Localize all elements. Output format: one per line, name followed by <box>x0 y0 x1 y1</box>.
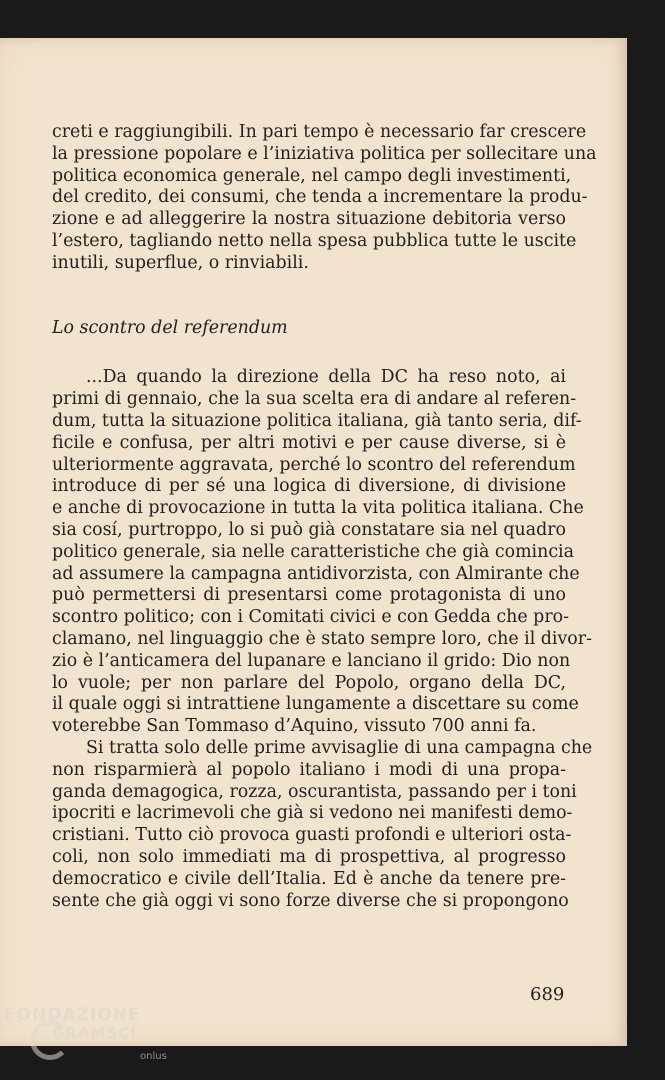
text-line: politica economica generale, nel campo degli investimenti, <box>52 165 572 186</box>
text-line: e anche di provocazione in tutta la vita politica italiana. Che <box>52 498 584 519</box>
text-line: ...Da quando la direzione della DC ha reso noto, ai <box>86 367 566 388</box>
text-line: democratico e civile dell’Italia. Ed è anche da tenere pre- <box>52 868 566 889</box>
text-line: ipocriti e lacrimevoli che già si vedono nei manifesti demo- <box>52 803 573 824</box>
gramsci-logo-icon <box>30 1020 70 1060</box>
text-line: ad assumere la campagna antidivorzista, con Almirante che <box>52 563 580 584</box>
section-heading: Lo scontro del referendum <box>52 317 288 338</box>
text-line: ulteriormente aggravata, perché lo scontro del referendum <box>52 454 576 475</box>
text-line: sente che già oggi vi sono forze diverse che si propongono <box>52 890 569 911</box>
fondazione-gramsci-watermark <box>4 1005 174 1062</box>
watermark-line-2: GRAMSCI <box>52 1024 137 1042</box>
watermark-line-1: FONDAZIONE <box>4 1005 141 1025</box>
text-line: voterebbe San Tommaso d’Aquino, vissuto 700 anni fa. <box>52 716 537 737</box>
paragraph-1 <box>52 122 597 275</box>
watermark-suffix: onlus <box>140 1051 167 1062</box>
text-line: scontro politico; con i Comitati civici e con Gedda che pro- <box>52 607 569 628</box>
text-line: ganda demagogica, rozza, oscurantista, passando per i toni <box>52 781 577 802</box>
book-page <box>0 38 627 1046</box>
text-line: dum, tutta la situazione politica italiana, già tanto seria, dif- <box>52 410 582 431</box>
text-line: sia cosí, purtroppo, lo si può già constatare sia nel quadro <box>52 519 566 540</box>
text-line: politico generale, sia nelle caratteristiche che già comincia <box>52 541 574 562</box>
page-number: 689 <box>530 984 565 1005</box>
text-line: clamano, nel linguaggio che è stato sempre loro, che il divor- <box>52 628 592 649</box>
text-line: zione e ad alleggerire la nostra situazione debitoria verso <box>52 209 566 230</box>
text-line: zio è l’anticamera del lupanare e lanciano il grido: Dio non <box>52 650 571 671</box>
text-line: introduce di per sé una logica di diversione, di divisione <box>52 476 566 497</box>
text-line: il quale oggi si intrattiene lungamente a discettare su come <box>52 694 579 715</box>
text-line: coli, non solo immediati ma di prospettiva, al progresso <box>52 846 566 867</box>
text-line: lo vuole; per non parlare del Popolo, organo della DC, <box>52 672 566 693</box>
text-line: primi di gennaio, che la sua scelta era di andare al referen- <box>52 389 577 410</box>
text-line: può permettersi di presentarsi come protagonista di uno <box>52 585 566 606</box>
paragraph-2 <box>52 367 592 738</box>
text-line: la pressione popolare e l’iniziativa politica per sollecitare una <box>52 143 597 164</box>
text-line: ficile e confusa, per altri motivi e per cause diverse, si è <box>52 432 566 453</box>
text-line: l’estero, tagliando netto nella spesa pubblica tutte le uscite <box>52 230 577 251</box>
paragraph-3 <box>52 737 593 912</box>
text-line: cristiani. Tutto ciò provoca guasti profondi e ulteriori osta- <box>52 825 572 846</box>
text-line: non risparmierà al popolo italiano i modi di una propa- <box>52 759 566 780</box>
text-line: del credito, dei consumi, che tenda a incrementare la produ- <box>52 187 588 208</box>
text-line: inutili, superflue, o rinviabili. <box>52 252 309 273</box>
text-line: creti e raggiungibili. In pari tempo è necessario far crescere <box>52 122 587 142</box>
page-text <box>52 122 597 912</box>
text-line: Si tratta solo delle prime avvisaglie di una campagna che <box>86 737 593 758</box>
